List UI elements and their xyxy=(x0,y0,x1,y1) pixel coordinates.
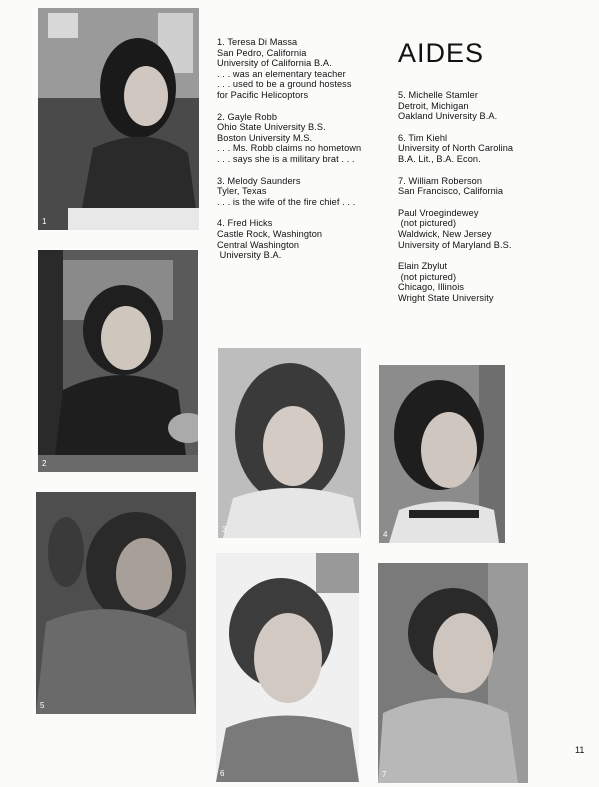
photo-number: 3 xyxy=(222,525,227,534)
caption-line: 2. Gayle Robb xyxy=(217,111,278,122)
photo-2 xyxy=(38,250,198,472)
caption-entry-not-pictured-1 xyxy=(398,208,513,250)
caption-entry-7 xyxy=(398,176,513,197)
photo-6 xyxy=(216,553,359,782)
caption-line: 3. Melody Saunders xyxy=(217,175,301,186)
caption-line: University of Maryland B.S. xyxy=(398,239,512,250)
caption-column-right xyxy=(398,90,513,315)
caption-line: 7. William Roberson xyxy=(398,175,483,186)
page-heading: AIDES xyxy=(398,38,485,68)
caption-line: (not pictured) xyxy=(398,271,457,282)
caption-line: Chicago, Illinois xyxy=(398,282,465,293)
caption-entry-5 xyxy=(398,90,513,122)
caption-line: Castle Rock, Washington xyxy=(217,228,323,239)
caption-line: . . . used to be a ground hostess xyxy=(217,79,352,90)
caption-entry-not-pictured-2 xyxy=(398,261,513,303)
photo-number: 2 xyxy=(42,459,47,468)
photo-number: 6 xyxy=(220,769,225,778)
caption-line: (not pictured) xyxy=(398,218,457,229)
caption-line: University of California B.A. xyxy=(217,58,332,69)
caption-line: Detroit, Michigan xyxy=(398,100,469,111)
caption-line: Paul Vroegindewey xyxy=(398,207,479,218)
caption-line: for Pacific Helicoptors xyxy=(217,89,309,100)
caption-line: Waldwick, New Jersey xyxy=(398,228,492,239)
caption-line: University of North Carolina xyxy=(398,143,514,154)
caption-line: 5. Michelle Stamler xyxy=(398,90,479,100)
caption-line: . . . Ms. Robb claims no hometown xyxy=(217,143,362,154)
caption-entry-3 xyxy=(217,176,361,208)
photo-number: 4 xyxy=(383,530,388,539)
photo-number: 1 xyxy=(42,217,47,226)
caption-line: . . . says she is a military brat . . . xyxy=(217,153,355,164)
caption-entry-4 xyxy=(217,218,361,260)
photo-1 xyxy=(38,8,199,230)
photo-number: 5 xyxy=(40,701,45,710)
caption-line: B.A. Lit., B.A. Econ. xyxy=(398,153,481,164)
caption-line: 1. Teresa Di Massa xyxy=(217,37,298,47)
caption-line: Oakland University B.A. xyxy=(398,111,498,122)
caption-column-left xyxy=(217,37,361,272)
caption-line: Central Washington xyxy=(217,239,300,250)
caption-line: Boston University M.S. xyxy=(217,132,313,143)
caption-line: Wright State University xyxy=(398,292,494,303)
caption-line: Ohio State University B.S. xyxy=(217,122,326,133)
caption-line: Tyler, Texas xyxy=(217,186,267,197)
caption-line: . . . is the wife of the fire chief . . . xyxy=(217,196,356,207)
caption-line: 6. Tim Kiehl xyxy=(398,132,448,143)
caption-line: San Pedro, California xyxy=(217,47,307,58)
caption-line: . . . was an elementary teacher xyxy=(217,68,346,79)
caption-line: 4. Fred Hicks xyxy=(217,218,273,229)
caption-line: San Francisco, California xyxy=(398,186,504,197)
page-number: 11 xyxy=(575,745,585,755)
photo-5 xyxy=(36,492,196,714)
photo-3 xyxy=(218,348,361,538)
caption-entry-6 xyxy=(398,133,513,165)
caption-line: University B.A. xyxy=(217,250,282,261)
photo-4 xyxy=(379,365,505,543)
photo-number: 7 xyxy=(382,770,387,779)
caption-line: Elain Zbylut xyxy=(398,261,448,272)
photo-7 xyxy=(378,563,528,783)
caption-entry-1 xyxy=(217,37,361,101)
caption-entry-2 xyxy=(217,112,361,165)
